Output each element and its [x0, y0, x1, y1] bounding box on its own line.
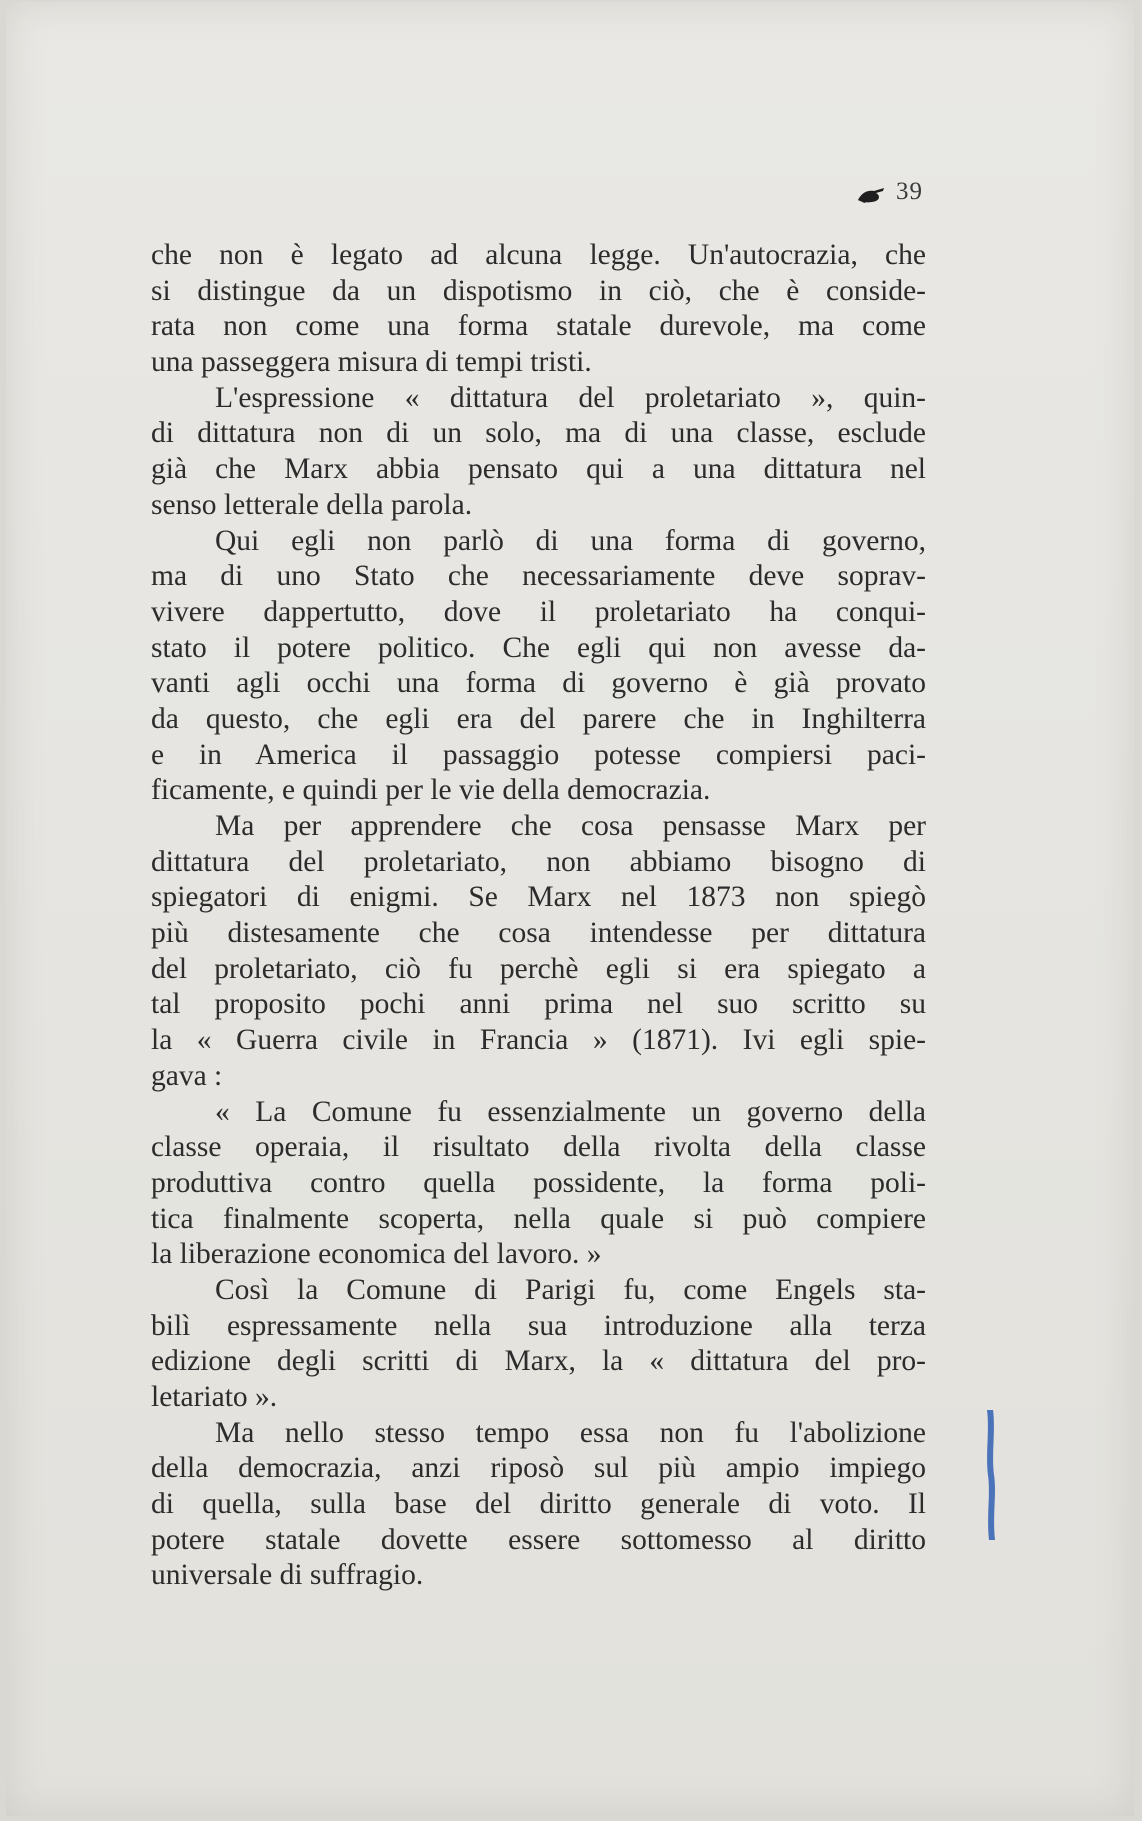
text-line: già che Marx abbia pensato qui a una dittatura nel [151, 453, 926, 486]
text-line: tica finalmente scoperta, nella quale si può compiere [151, 1202, 926, 1235]
text-line: rata non come una forma statale durevole, ma come [151, 310, 926, 343]
text-line: e in America il passaggio potesse compiersi paci- [151, 738, 926, 771]
text-line: vivere dappertutto, dove il proletariato ha conqui- [151, 595, 926, 628]
text-line: senso letterale della parola. [151, 488, 473, 521]
text-line: gava : [151, 1059, 223, 1092]
book-page [6, 2, 1134, 1816]
text-line: di quella, sulla base del diritto generale di voto. Il [151, 1488, 926, 1521]
text-line: L'espressione « dittatura del proletariato », quin- [215, 381, 926, 414]
pointing-hand-icon [856, 182, 886, 206]
text-line: « La Comune fu essenzialmente un governo della [215, 1095, 926, 1128]
text-line: si distingue da un dispotismo in ciò, che è conside- [151, 274, 926, 307]
text-line: universale di suffragio. [151, 1559, 424, 1592]
text-line: stato il potere politico. Che egli qui non avesse da- [151, 631, 926, 664]
text-line: letariato ». [151, 1381, 278, 1413]
text-line: tal proposito pochi anni prima nel suo scritto su [151, 988, 926, 1021]
text-line: classe operaia, il risultato della rivolta della classe [151, 1131, 926, 1164]
text-line: spiegatori di enigmi. Se Marx nel 1873 non spiegò [151, 881, 926, 914]
blue-pencil-mark [986, 1410, 996, 1540]
text-line: da questo, che egli era del parere che in Inghilterra [151, 702, 926, 735]
text-line: del proletariato, ciò fu perchè egli si era spiegato a [151, 952, 926, 985]
text-line: bilì espressamente nella sua introduzione alla terza [151, 1309, 926, 1342]
text-line: dittatura del proletariato, non abbiamo bisogno di [151, 845, 926, 878]
text-line: edizione degli scritti di Marx, la « dittatura del pro- [151, 1345, 926, 1378]
text-line: produttiva contro quella possidente, la forma poli- [151, 1166, 926, 1199]
text-line: più distesamente che cosa intendesse per dittatura [151, 917, 926, 950]
text-line: Ma nello stesso tempo essa non fu l'abolizione [215, 1416, 926, 1449]
text-line: Così la Comune di Parigi fu, come Engels sta- [215, 1273, 926, 1306]
text-line: Qui egli non parlò di una forma di governo, [215, 524, 926, 557]
text-line: la « Guerra civile in Francia » (1871). Ivi egli spie- [151, 1024, 926, 1057]
text-line: potere statale dovette essere sottomesso al diritto [151, 1523, 926, 1556]
text-line: della democrazia, anzi riposò sul più ampio impiego [151, 1452, 926, 1485]
text-line: Ma per apprendere che cosa pensasse Marx per [215, 810, 926, 842]
text-line: vanti agli occhi una forma di governo è già provato [151, 667, 926, 700]
text-line: di dittatura non di un solo, ma di una classe, esclude [151, 417, 926, 450]
text-line: ficamente, e quindi per le vie della democrazia. [151, 774, 711, 807]
text-line: una passeggera misura di tempi tristi. [151, 346, 592, 379]
body-text [151, 238, 926, 1594]
text-line: ma di uno Stato che necessariamente deve soprav- [151, 560, 926, 593]
page-number: 39 [896, 178, 923, 205]
page-header [856, 178, 946, 212]
text-line: la liberazione economica del lavoro. » [151, 1238, 602, 1271]
text-line: che non è legato ad alcuna legge. Un'autocrazia, che [151, 239, 926, 271]
